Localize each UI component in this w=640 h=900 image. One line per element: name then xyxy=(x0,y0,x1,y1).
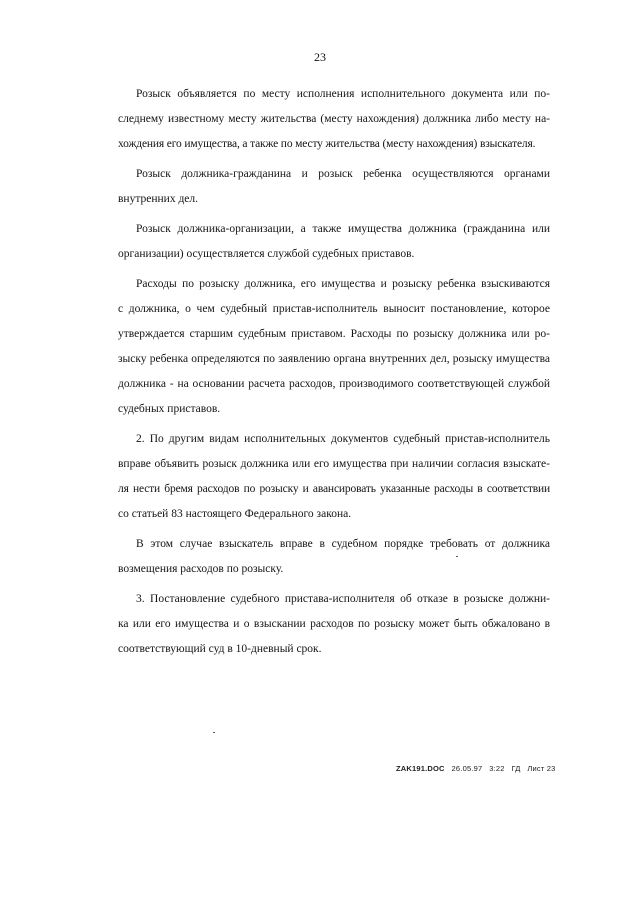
text-line: с должника, о чем судебный пристав-исполнитель выносит постановление, которое xyxy=(118,303,550,315)
document-body xyxy=(118,82,550,667)
text-line: внутренних дел. xyxy=(118,193,199,205)
paragraph-search-expenses xyxy=(118,272,550,422)
text-line: Розыск объявляется по месту исполнения исполнительного документа или по- xyxy=(136,88,550,100)
paragraph-search-location xyxy=(118,82,550,157)
text-line: ка или его имущества и о взыскании расходов по розыску может быть обжаловано в xyxy=(118,618,550,630)
document-footer xyxy=(396,764,556,773)
text-line: возмещения расходов по розыску. xyxy=(118,563,284,575)
scan-speck xyxy=(213,732,215,733)
text-line: 2. По другим видам исполнительных документов судебный пристав-исполнитель xyxy=(136,433,550,445)
text-line: Розыск должника-организации, а также имущества должника (гражданина или xyxy=(136,223,550,235)
text-line: соответствующий суд в 10-дневный срок. xyxy=(118,643,322,655)
text-line: В этом случае взыскатель вправе в судебном порядке требовать от должника xyxy=(136,538,550,550)
text-line: судебных приставов. xyxy=(118,403,221,415)
text-line: Розыск должника-гражданина и розыск ребенка осуществляются органами xyxy=(136,168,550,180)
text-line: 3. Постановление судебного пристава-исполнителя об отказе в розыске должни- xyxy=(136,593,550,605)
footer-time: 3:22 xyxy=(489,764,505,773)
text-line: зыску ребенка определяются по заявлению органа внутренних дел, розыску имущества xyxy=(118,353,550,365)
footer-file-code: ZAK191.DOC xyxy=(396,764,445,773)
footer-initials: ГД xyxy=(511,764,521,773)
text-line: утверждается старшим судебным приставом. Расходы по розыску должника или ро- xyxy=(118,328,550,340)
text-line: со статьей 83 настоящего Федерального закона. xyxy=(118,508,352,520)
text-line: Расходы по розыску должника, его имущества и розыску ребенка взыскиваются xyxy=(136,278,550,290)
paragraph-item-3 xyxy=(118,587,550,662)
text-line: должника - на основании расчета расходов, производимого соответствующей службой xyxy=(118,378,550,390)
footer-date: 26.05.97 xyxy=(451,764,483,773)
page-number: 23 xyxy=(314,50,326,64)
paragraph-citizen-search xyxy=(118,162,550,212)
text-line: хождения его имущества, а также по месту жительства (месту нахождения) взыскателя. xyxy=(118,138,536,150)
paragraph-organization-search xyxy=(118,217,550,267)
text-line: вправе объявить розыск должника или его имущества при наличии согласия взыскате- xyxy=(118,458,550,470)
text-line: организации) осуществляется службой судебных приставов. xyxy=(118,248,415,260)
footer-sheet: Лист 23 xyxy=(527,764,556,773)
text-line: ля нести бремя расходов по розыску и авансировать указанные расходы в соответствии xyxy=(118,483,550,495)
text-line: следнему известному месту жительства (месту нахождения) должника либо месту на- xyxy=(118,113,550,125)
scan-speck xyxy=(456,556,458,557)
paragraph-item-2 xyxy=(118,427,550,527)
paragraph-claimant-right xyxy=(118,532,550,582)
